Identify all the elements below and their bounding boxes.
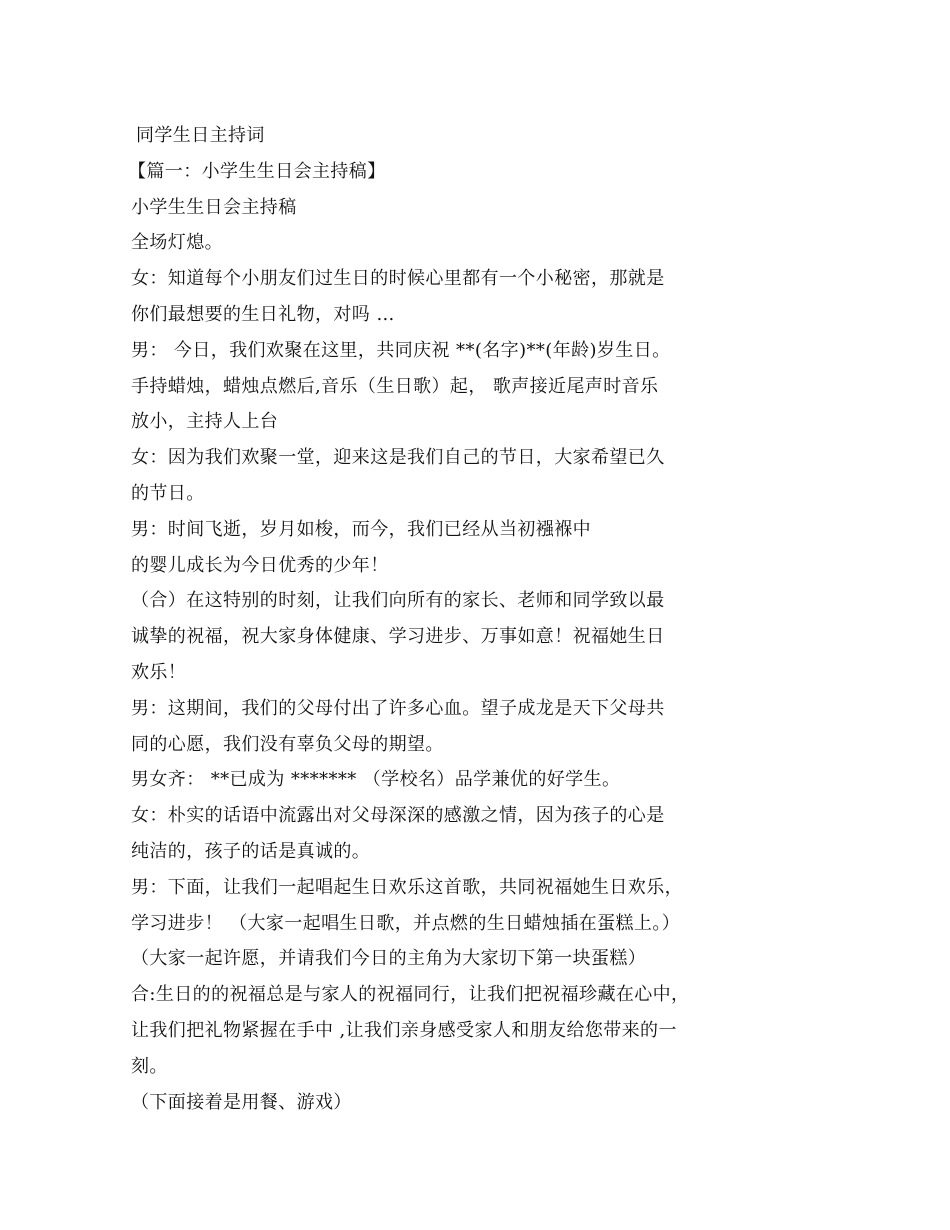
text-line: （下面接着是用餐、游戏） (131, 1091, 352, 1113)
text-line: 男： 今日，我们欢聚在这里，共同庆祝 **(名字)**(年龄)岁生日。 (131, 339, 671, 361)
text-line: 男女齐： **已成为 ******* （学校名）品学兼优的好学生。 (131, 769, 621, 791)
text-line: 女：因为我们欢聚一堂，迎来这是我们自己的节日，大家希望已久 (131, 447, 665, 469)
text-line: 同的心愿，我们没有辜负父母的期望。 (131, 733, 444, 755)
text-line: 你们最想要的生日礼物，对吗 … (131, 303, 395, 325)
text-line: 男：时间飞逝，岁月如梭，而今，我们已经从当初襁褓中 (131, 518, 591, 540)
section-heading: 【篇一：小学生生日会主持稿】 (128, 160, 386, 182)
document-title: 同学生日主持词 (136, 125, 265, 146)
text-line: （合）在这特别的时刻，让我们向所有的家长、老师和同学致以最 (131, 590, 665, 612)
text-line: 纯洁的，孩子的话是真诚的。 (131, 840, 371, 862)
text-line: 小学生生日会主持稿 (131, 196, 297, 218)
text-line: 全场灯熄。 (131, 232, 223, 254)
text-line: （大家一起许愿，并请我们今日的主角为大家切下第一块蛋糕） (131, 948, 647, 970)
text-line: 女：知道每个小朋友们过生日的时候心里都有一个小秘密，那就是 (131, 268, 665, 290)
text-line: 刻。 (131, 1055, 168, 1077)
text-line: 的节日。 (131, 482, 205, 504)
text-line: 诚挚的祝福，祝大家身体健康、学习进步、万事如意！祝福她生日 (131, 626, 665, 648)
text-line: 手持蜡烛，蜡烛点燃后,音乐（生日歌）起， 歌声接近尾声时音乐 (131, 375, 659, 397)
text-line: 放小，主持人上台 (131, 411, 279, 433)
text-line: 合:生日的的祝福总是与家人的祝福同行，让我们把祝福珍藏在心中， (131, 984, 690, 1006)
text-line: 欢乐！ (131, 661, 187, 683)
text-line: 让我们把礼物紧握在手中 ,让我们亲身感受家人和朋友给您带来的一 (131, 1019, 677, 1041)
text-line: 女：朴实的话语中流露出对父母深深的感激之情，因为孩子的心是 (131, 805, 665, 827)
text-line: 男：这期间，我们的父母付出了许多心血。望子成龙是天下父母共 (131, 697, 665, 719)
text-line: 男：下面，让我们一起唱起生日欢乐这首歌，共同祝福她生日欢乐， (131, 876, 683, 898)
text-line: 学习进步！ （大家一起唱生日歌，并点燃的生日蜡烛插在蛋糕上。） (131, 912, 681, 934)
document-body (128, 118, 691, 1120)
text-line: 的婴儿成长为今日优秀的少年！ (131, 554, 389, 576)
